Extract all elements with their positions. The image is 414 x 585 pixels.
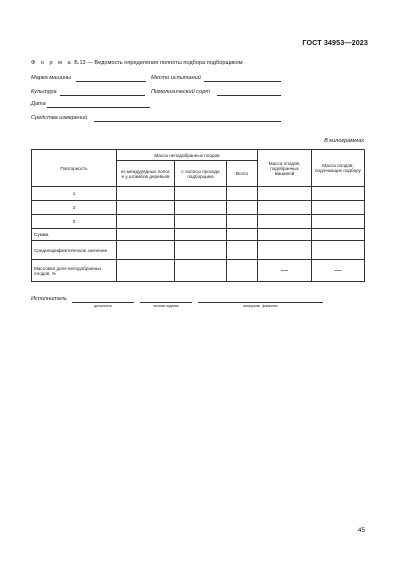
page-number: 45 <box>357 527 365 534</box>
measuring-instruments-label: Средства измерений <box>31 115 88 121</box>
machine-brand-label: Марка машины <box>31 75 72 81</box>
signer-label: Исполнитель <box>31 296 67 302</box>
repetition-cell: 3 <box>32 215 117 229</box>
col-picked-machine-header: Масса плодов, подобранных машиной <box>258 150 312 187</box>
date-line <box>47 107 150 108</box>
name-line <box>198 302 323 303</box>
machine-brand-line <box>76 81 146 82</box>
col-subject-pick-header: Масса плодов, подлежащих подбору <box>312 150 365 187</box>
signature-caption: личная подпись <box>152 304 180 308</box>
crop-label: Культура <box>31 89 57 95</box>
col-group-unpicked-header: Масса неподобранных плодов <box>117 150 258 161</box>
table-row <box>32 229 365 241</box>
form-dash: — <box>87 60 93 66</box>
table-row <box>32 215 365 229</box>
position-line <box>72 302 134 303</box>
unit-note: В килограммах <box>324 138 364 144</box>
col-sub-total-header: Всего <box>227 161 258 187</box>
form-number: Б.13 <box>74 60 86 66</box>
form-title-text: Ведомость определения полноты подбора подборщиком <box>94 60 243 66</box>
form-title <box>31 60 243 66</box>
col-repetition-header: Повторность <box>32 150 117 187</box>
table-row <box>32 241 365 260</box>
sum-row-label: Сумма <box>32 229 117 241</box>
position-caption: должность <box>94 304 112 308</box>
table-row <box>32 201 365 215</box>
dash-cell: — <box>312 260 365 282</box>
date-label: Дата <box>31 101 46 107</box>
col-sub-apparatus-header: с полосы прохода подборщика <box>175 161 227 187</box>
form-prefix: Ф о р м а <box>31 60 73 66</box>
pomological-variety-line <box>217 95 281 96</box>
standard-number: ГОСТ 34953—2023 <box>302 38 368 47</box>
repetition-cell: 2 <box>32 201 117 215</box>
test-location-label: Место испытаний <box>151 75 201 81</box>
mean-row-label: Среднеарифметическое значение <box>32 241 117 260</box>
table-row <box>32 260 365 282</box>
col-sub-branches-header: из междурядных полос и у штамбов деревьев <box>117 161 175 187</box>
test-location-line <box>204 81 281 82</box>
table-row <box>32 187 365 201</box>
unpicked-fruit-table <box>31 149 365 282</box>
repetition-cell: 1 <box>32 187 117 201</box>
name-caption: инициалы, фамилия <box>243 304 278 308</box>
share-row-label: Массовая доля неподобранных плодов, % <box>32 260 117 282</box>
crop-line <box>60 95 145 96</box>
measuring-instruments-line <box>94 121 281 122</box>
signature-line <box>140 302 192 303</box>
pomological-variety-label: Помологический сорт <box>151 89 210 95</box>
dash-cell: — <box>258 260 312 282</box>
